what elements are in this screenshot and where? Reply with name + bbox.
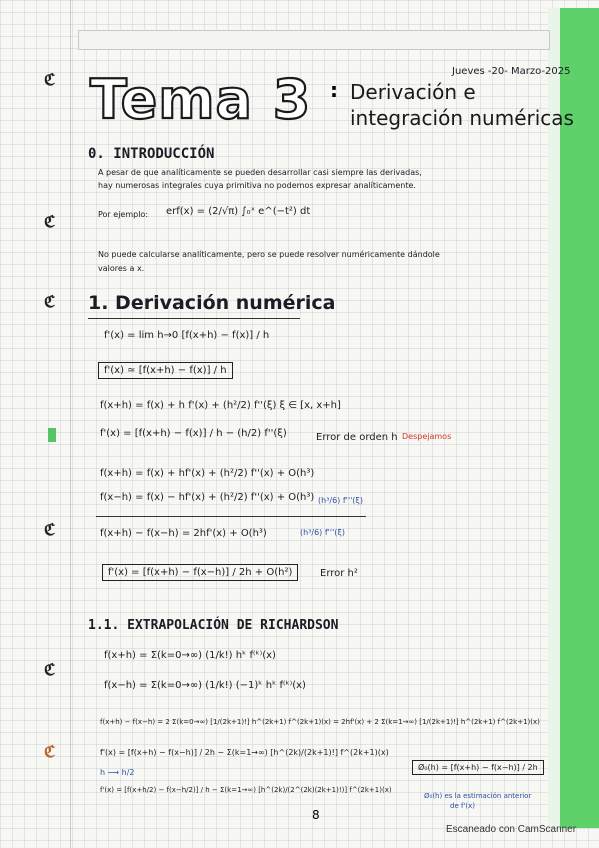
margin-line [70,0,71,848]
intro-p2a: No puede calcularse analíticamente, pero se puede resolver numéricamente dándole [98,250,440,259]
green-tab [560,8,599,828]
binder-ring-icon: ℭ [44,70,56,89]
date: Jueves -20- Marzo-2025 [452,66,571,77]
derivative-definition: f'(x) = lim h→0 [f(x+h) − f(x)] / h [104,330,270,341]
title-line2: integración numéricas [350,106,574,130]
series-difference: f(x+h) − f(x−h) = 2 Σ(k=0→∞) [1/(2k+1)!] h^(2k+1) f^(2k+1)(x) = 2hf'(x) + 2 Σ(k=1→∞) [1/(2k+1)!] h^(2k+1) f^(2k+1)(x) [100,718,540,726]
sticker-icon [48,428,56,442]
richardson-half: f'(x) = [f(x+h/2) − f(x−h/2)] / h − Σ(k=1→∞) [h^(2k)/(2^(2k)(2k+1)!)] f^(2k+1)(x) [100,786,392,794]
taylor-minus-side: (h³/6) f'''(ξ) [318,496,363,505]
binder-ring-icon: ℭ [44,742,56,761]
page-number: 8 [312,808,320,822]
binder-ring-icon: ℭ [44,520,56,539]
h-change: h ⟶ h/2 [100,768,135,777]
difference-side: (h³/6) f'''(ξ) [300,528,345,537]
error-note: Error de orden h [316,432,398,443]
richardson-formula: f'(x) = [f(x+h) − f(x−h)] / 2h − Σ(k=1→∞) [h^(2k)/(2k+1)!] f^(2k+1)(x) [100,748,389,757]
title-separator: : [330,78,338,102]
heading-underline [88,318,300,319]
tab-edge [548,8,560,828]
series-plus: f(x+h) = Σ(k=0→∞) (1/k!) hᵏ f⁽ᵏ⁾(x) [104,650,276,661]
intro-p2b: valores a x. [98,264,145,273]
section11-heading: 1.1. EXTRAPOLACIÓN DE RICHARDSON [88,618,339,633]
taylor-plus: f(x+h) = f(x) + hf'(x) + (h²/2) f''(x) + O(h³) [100,468,315,479]
binder-ring-icon: ℭ [44,660,56,679]
central-error: Error h² [320,568,358,579]
intro-heading: 0. INTRODUCCIÓN [88,146,215,162]
phi-note-2: de f'(x) [450,802,475,810]
scanner-footer: Escaneado con CamScanner [446,824,577,835]
example-formula: erf(x) = (2/√π) ∫₀ˣ e^(−t²) dt [166,206,311,217]
error-formula: f'(x) = [f(x+h) − f(x)] / h − (h/2) f''(ξ) [100,428,287,439]
binder-ring-icon: ℭ [44,212,56,231]
taylor-minus: f(x−h) = f(x) − hf'(x) + (h²/2) f''(x) + O(h³) [100,492,315,503]
taylor-forward: f(x+h) = f(x) + h f'(x) + (h²/2) f''(ξ) ξ ∈ [x, x+h] [100,400,341,411]
series-minus: f(x−h) = Σ(k=0→∞) (1/k!) (−1)ᵏ hᵏ f⁽ᵏ⁾(x) [104,680,306,691]
example-label: Por ejemplo: [98,210,149,219]
forward-difference-box: f'(x) ≃ [f(x+h) − f(x)] / h [98,362,233,379]
binder-ring-icon: ℭ [44,292,56,311]
difference: f(x+h) − f(x−h) = 2hf'(x) + O(h³) [100,528,267,539]
despejamos-note: Despejamos [402,432,452,441]
central-difference-box: f'(x) = [f(x+h) − f(x−h)] / 2h + O(h²) [102,564,298,581]
intro-p1a: A pesar de que analíticamente se pueden desarrollar casi siempre las derivadas, [98,168,422,177]
phi-note-1: Ø₀(h) es la estimación anterior [424,792,532,800]
intro-p1b: hay numerosas integrales cuya primitiva no podemos expresar analíticamente. [98,181,416,190]
title-tema: Tema 3 [90,68,312,131]
title-line1: Derivación e [350,80,476,104]
header-box [78,30,550,50]
phi-box: Ø₀(h) = [f(x+h) − f(x−h)] / 2h [412,760,544,775]
subtraction-line [96,516,366,517]
section1-heading: 1. Derivación numérica [88,292,336,314]
